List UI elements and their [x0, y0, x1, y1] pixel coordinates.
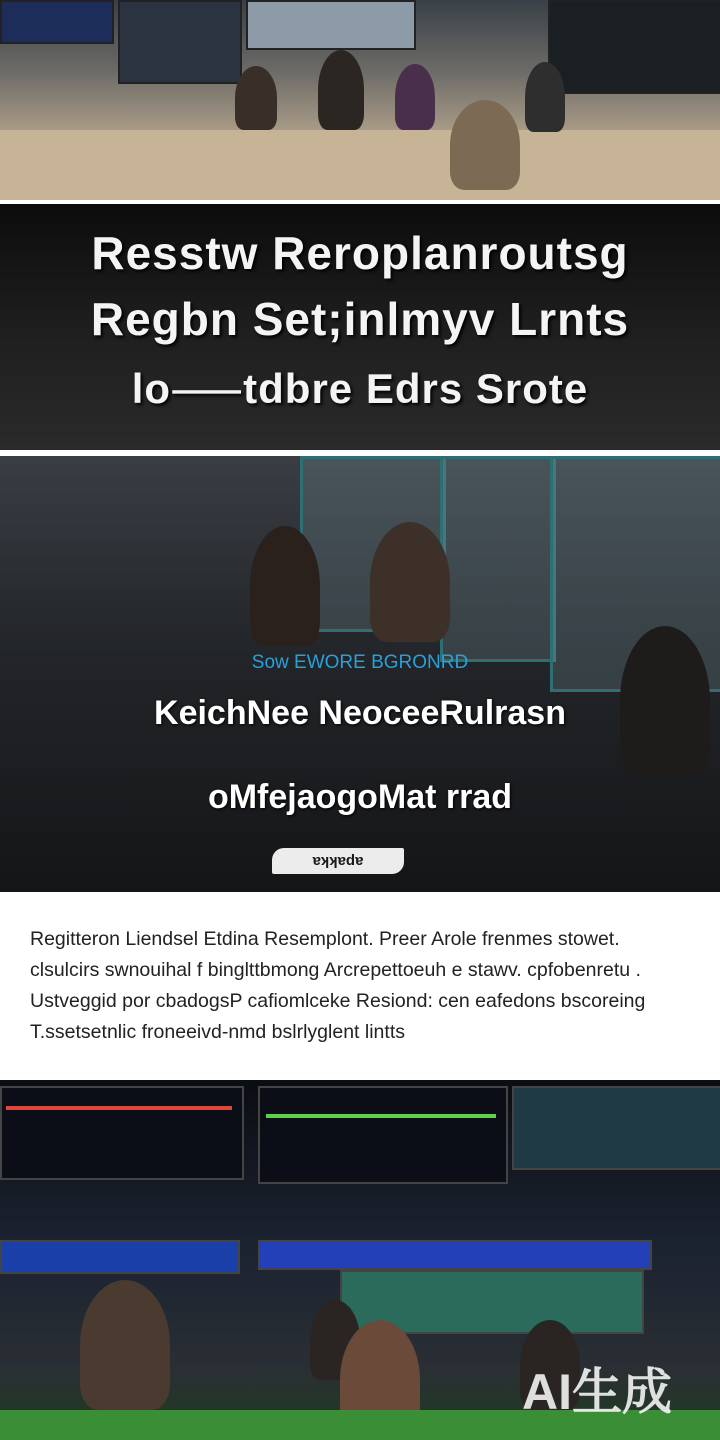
person: [235, 66, 277, 130]
wall-monitor: [118, 0, 242, 84]
feature-headline-line-2: oMfejaogoMat rrad: [207, 778, 513, 816]
ticker-monitor: [0, 1240, 240, 1274]
person: [80, 1280, 170, 1410]
person: [318, 50, 364, 130]
feature-kicker: Sow EWORE BGRONRD: [251, 652, 469, 673]
person: [450, 100, 520, 190]
wall-monitor: [246, 0, 416, 50]
newsroom-photo: [0, 0, 720, 200]
trading-floor-photo: [0, 1080, 720, 1440]
body-paragraph: Regitteron Liendsel Etdina Resemplont. Preer Arole frenmes stowet. clsulcirs swnouihal f binglttbmong Arcrepettoeuh e stawv. cpfobenretu . Ustveggid por cbadogsP cafiomlceke Resiond: cen eafedons bscoreing T.ssetsetnlic froneeivd-nmd bslrlyglent lintts: [30, 928, 646, 1043]
ai-generated-watermark: AI生成: [522, 1364, 672, 1420]
ticker-monitor: [512, 1086, 720, 1170]
feature-logo: ɐʞʞɐdɐ: [272, 848, 404, 874]
wall-monitor: [548, 0, 720, 94]
desk: [0, 130, 720, 200]
ticker-monitor: [0, 1086, 244, 1180]
ticker-monitor: [258, 1240, 652, 1270]
banner-title-line-1: Resstw Reroplanroutsg: [91, 227, 629, 279]
banner-title-line-3: lo⸺tdbre Edrs Srote: [131, 365, 589, 412]
feature-image: [0, 456, 720, 892]
banner-title-line-2: Regbn Set;inlmyv Lrnts: [90, 293, 630, 345]
ticker-monitor: [258, 1086, 508, 1184]
wall-monitor: [0, 0, 114, 44]
person: [370, 522, 450, 642]
title-banner: [0, 204, 720, 450]
glass-wall: [440, 456, 556, 662]
person: [525, 62, 565, 132]
feature-headline-line-1: KeichNee NeoceeRulrasn: [154, 694, 566, 732]
ticker-bar: [266, 1114, 496, 1118]
person: [250, 526, 320, 646]
person: [395, 64, 435, 130]
ticker-bar: [6, 1106, 232, 1110]
